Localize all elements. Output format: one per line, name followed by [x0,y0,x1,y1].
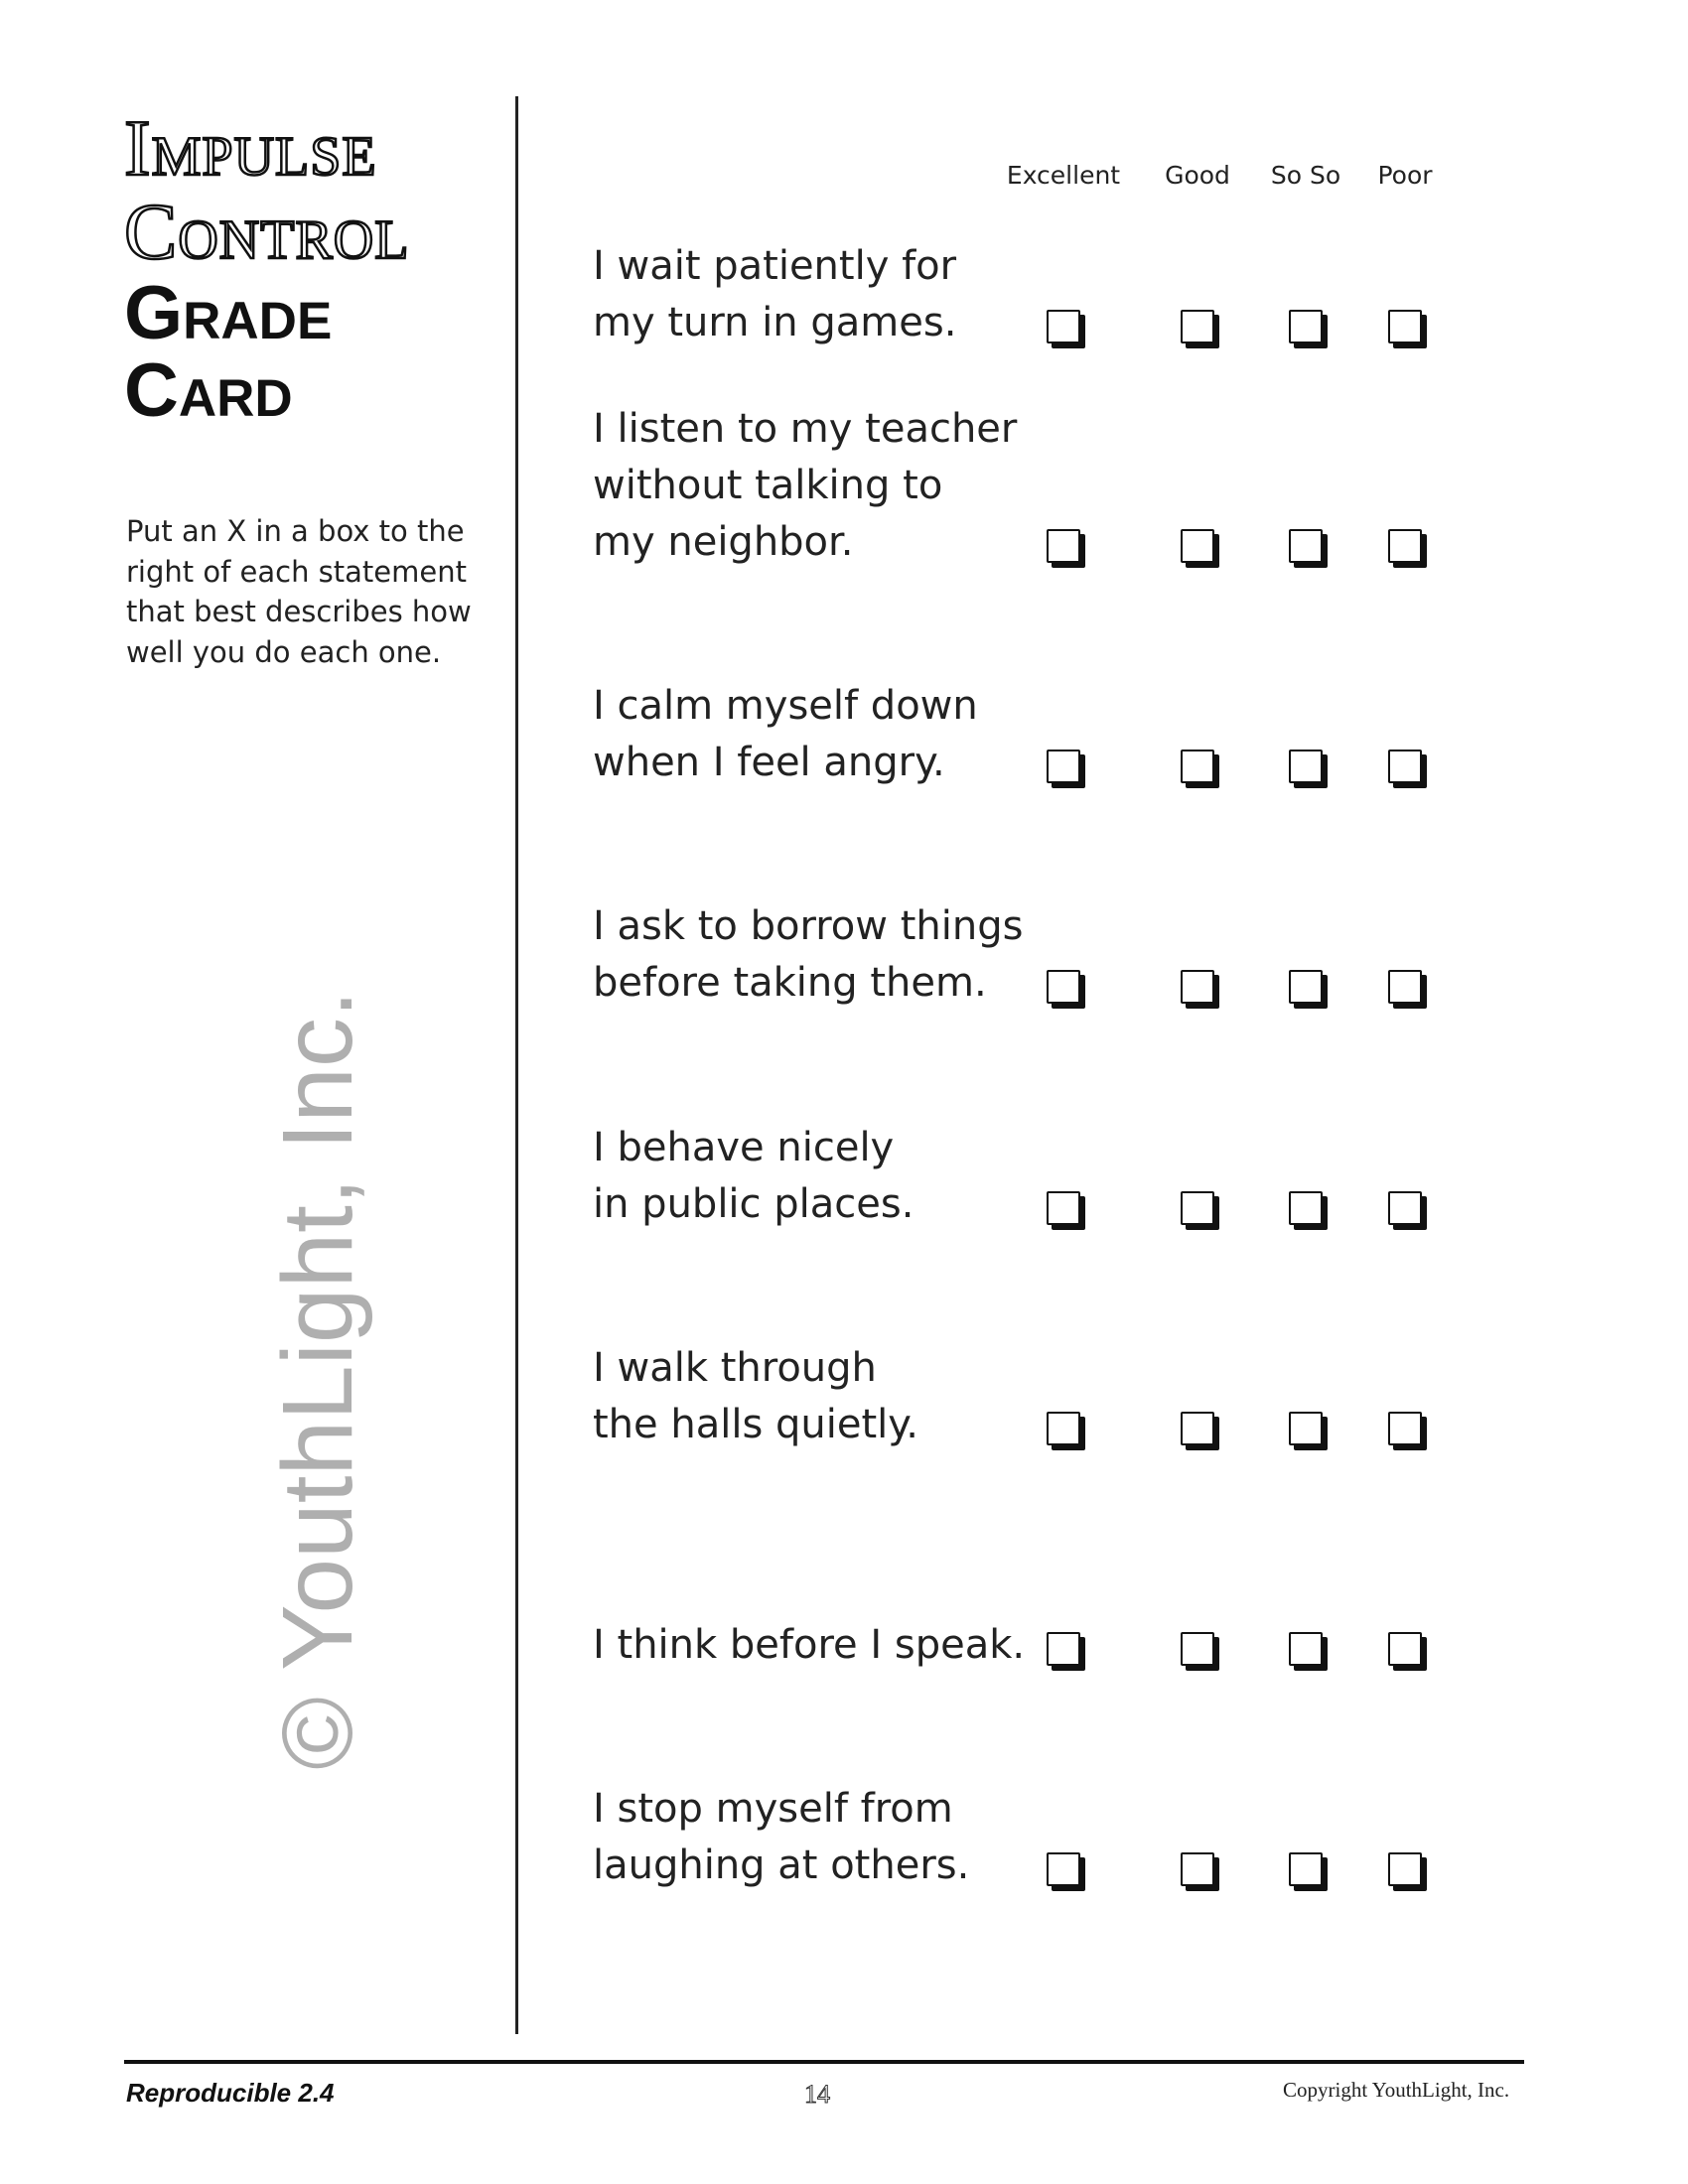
statement-line: I ask to borrow things [593,903,1024,949]
footer-rule [124,2060,1524,2064]
checkbox-excellent[interactable] [1047,750,1080,783]
checkbox-excellent[interactable] [1047,529,1080,563]
checkbox-so-so[interactable] [1289,529,1323,563]
column-header-poor: Poor [1377,161,1433,190]
instructions: Put an X in a box to the right of each statement that best describes how well you do each one. [126,514,472,669]
statement-line: I behave nicely [593,1125,895,1170]
checkbox-poor[interactable] [1388,310,1422,343]
title-control: Control [124,189,410,276]
statement-line: when I feel angry. [593,740,945,785]
checkbox-poor[interactable] [1388,1412,1422,1445]
checkbox-good[interactable] [1181,1412,1214,1445]
checkbox-poor[interactable] [1388,970,1422,1004]
statement-line: my turn in games. [593,300,957,345]
checkbox-excellent[interactable] [1047,1632,1080,1666]
checkbox-good[interactable] [1181,1632,1214,1666]
statement-text [593,678,978,791]
checkbox-so-so[interactable] [1289,750,1323,783]
statement-line: in public places. [593,1181,914,1227]
statement-text [593,1340,918,1453]
checkbox-excellent[interactable] [1047,1852,1080,1886]
checkbox-poor[interactable] [1388,1632,1422,1666]
statement-text [593,238,956,351]
checkbox-so-so[interactable] [1289,1191,1323,1225]
title-grade: Grade [124,271,333,355]
checkbox-poor[interactable] [1388,1852,1422,1886]
statement-line: I calm myself down [593,683,978,729]
checkbox-excellent[interactable] [1047,1191,1080,1225]
checkbox-so-so[interactable] [1289,1852,1323,1886]
statement-line: I walk through [593,1345,877,1391]
checkbox-so-so[interactable] [1289,970,1323,1004]
statement-text [593,1617,1025,1674]
statement-line: before taking them. [593,960,987,1006]
checkbox-poor[interactable] [1388,750,1422,783]
column-divider [515,96,518,2034]
statement-line: I listen to my teacher [593,406,1018,452]
checkbox-good[interactable] [1181,1191,1214,1225]
checkbox-good[interactable] [1181,970,1214,1004]
checkbox-poor[interactable] [1388,1191,1422,1225]
checkbox-good[interactable] [1181,529,1214,563]
checkbox-poor[interactable] [1388,529,1422,563]
title-card: Card [124,348,293,433]
checkbox-excellent[interactable] [1047,310,1080,343]
statement-text [593,898,1023,1012]
statement-text [593,1781,969,1894]
statement-line: the halls quietly. [593,1402,918,1447]
watermark: © YouthLight, Inc. [262,990,373,1770]
title-impulse: Impulse [124,105,377,193]
checkbox-excellent[interactable] [1047,1412,1080,1445]
statement-line: I think before I speak. [593,1622,1026,1668]
statement-line: my neighbor. [593,519,854,565]
statement-line: I stop myself from [593,1786,953,1832]
checkbox-so-so[interactable] [1289,310,1323,343]
column-header-so-so: So So [1270,161,1341,190]
statement-text [593,401,1017,571]
statement-text [593,1120,914,1233]
statement-line: laughing at others. [593,1843,970,1888]
checkbox-so-so[interactable] [1289,1632,1323,1666]
checkbox-excellent[interactable] [1047,970,1080,1004]
checkbox-good[interactable] [1181,750,1214,783]
checkbox-so-so[interactable] [1289,1412,1323,1445]
statement-line: I wait patiently for [593,243,957,289]
statement-line: without talking to [593,463,943,508]
column-header-good: Good [1165,161,1230,190]
checkbox-good[interactable] [1181,1852,1214,1886]
copyright: Copyright YouthLight, Inc. [1283,2078,1510,2102]
reproducible-label: Reproducible 2.4 [126,2078,335,2108]
checkbox-good[interactable] [1181,310,1214,343]
column-header-excellent: Excellent [1006,161,1121,190]
page-number: 14 [804,2080,830,2109]
